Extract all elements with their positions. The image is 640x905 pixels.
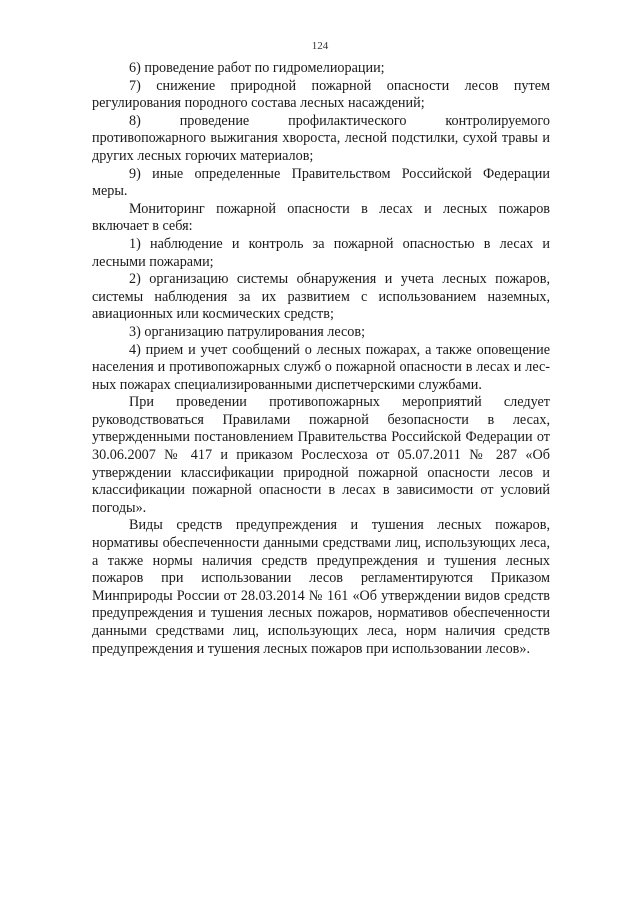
paragraph-6: 6) проведение работ по гидромелиорации; bbox=[129, 60, 385, 76]
paragraph-monitoring-2: 2) организацию системы обнаружения и учета лесных пожаров, системы наблюдения за их развитием с использованием наземных, авиационных или космических средств; bbox=[92, 271, 550, 323]
paragraph-7: 7) снижение природной пожарной опасности лесов путем регулирования породного состава лесных насаждений; bbox=[92, 77, 550, 112]
paragraph-monitoring-3: 3) организацию патрулирования лесов; bbox=[129, 323, 366, 340]
paragraph-monitoring-1: 1) наблюдение и контроль за пожарной опасностью в лесах и лесными пожарами; bbox=[92, 235, 550, 270]
paragraph-fire-means: Виды средств предупреждения и тушения лесных пожаров, нормативы обеспеченности данными средствами лиц, использующих леса, а также нормы наличия средств предупреждения и тушения лесных пожаров при использовании лесов регламентируются Приказом Минприроды России от 28.03.2014 № 161 «Об утверждении видов средств предупреждения и тушения лесных пожаров, нормативов обеспеченности данными средствами лиц, использующих леса, норм наличия средств предупреждения и тушения лесных пожаров при использовании лесов». bbox=[92, 517, 550, 657]
paragraph-fire-rules: При проведении противопожарных мероприятий следует руководствоваться Правилами пожарной безопасности в лесах, утвержденными постановлением Правительства Российской Федерации от 30.06.2007 № 417 и приказом Рослесхоза от 05.07.2011 № 287 «Об утверждении классификации природной пожарной опасности лесов и классификации пожарной опасности в лесах в зависимости от условий погоды». bbox=[92, 394, 550, 516]
paragraph-monitoring-intro: Мониторинг пожарной опасности в лесах и лесных пожаров включает в себя: bbox=[92, 200, 550, 235]
paragraph-8: 8) проведение профилактического контролируемого противопожарного выжигания хвороста, лесной подстилки, сухой травы и других лесных горючих материалов; bbox=[92, 112, 550, 164]
paragraph-9: 9) иные определенные Правительством Российской Федерации меры. bbox=[92, 165, 550, 200]
document-body bbox=[92, 60, 550, 658]
paragraph-monitoring-4: 4) прием и учет сообщений о лесных пожарах, а также оповещение населения и противопожарных служб о пожарной опасности в лесах и лесных пожарах специализированными диспетчерскими службами. bbox=[92, 341, 550, 393]
page-number: 124 bbox=[311, 40, 329, 52]
